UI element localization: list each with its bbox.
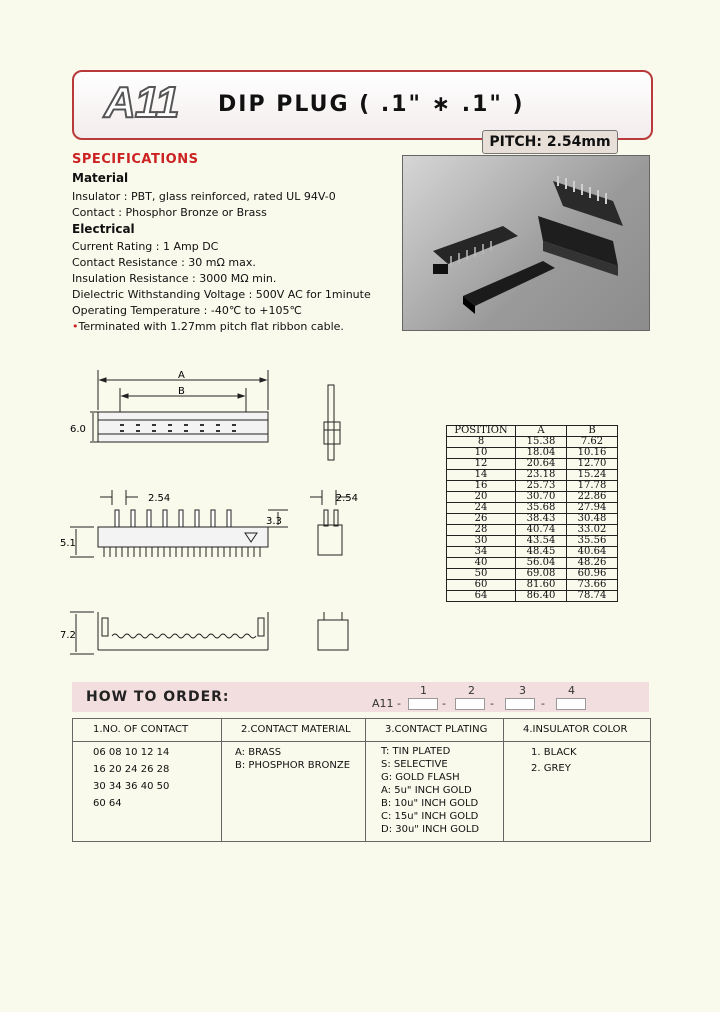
cell-b: 7.62	[567, 437, 618, 448]
header-b: B	[567, 426, 618, 437]
cell-position: 24	[447, 503, 516, 514]
table-row	[447, 525, 618, 536]
cell-b: 10.16	[567, 448, 618, 459]
slot-number-3: 3	[519, 684, 526, 697]
spec-line-contact: Contact : Phosphor Bronze or Brass	[72, 206, 267, 219]
order-column-contacts	[73, 719, 222, 841]
order-slot-3[interactable]	[505, 698, 535, 710]
cell-b: 73.66	[567, 580, 618, 591]
order-slot-2[interactable]	[455, 698, 485, 710]
spec-line-insulation: Insulation Resistance : 3000 MΩ min.	[72, 272, 277, 285]
cell-b: 48.26	[567, 558, 618, 569]
dim-pitch-front: 2.54	[148, 493, 171, 504]
cell-a: 18.04	[516, 448, 567, 459]
slot-dash: -	[490, 697, 494, 710]
label-b: B	[178, 386, 185, 397]
spec-note-text: Terminated with 1.27mm pitch flat ribbon cable.	[78, 320, 344, 333]
cell-a: 15.38	[516, 437, 567, 448]
table-row	[447, 591, 618, 602]
list-item: A: BRASS	[235, 747, 282, 758]
order-prefix: A11 -	[372, 697, 401, 710]
order-column-material	[221, 719, 366, 841]
bullet-icon: •	[72, 320, 79, 333]
label-a: A	[178, 370, 185, 381]
order-title: HOW TO ORDER:	[86, 689, 230, 705]
table-row	[447, 569, 618, 580]
slot-dash: -	[541, 697, 545, 710]
model-logo: A11	[104, 78, 179, 127]
position-table	[446, 425, 618, 602]
cell-position: 30	[447, 536, 516, 547]
list-item: B: 10u" INCH GOLD	[381, 798, 479, 809]
list-item: 16 20 24 26 28	[93, 764, 170, 775]
slot-dash: -	[442, 697, 446, 710]
table-row	[447, 547, 618, 558]
cell-b: 30.48	[567, 514, 618, 525]
pitch-badge: PITCH: 2.54mm	[482, 130, 618, 154]
table-row	[447, 503, 618, 514]
table-row	[447, 448, 618, 459]
cell-b: 78.74	[567, 591, 618, 602]
order-column-color	[503, 719, 650, 841]
order-column-header: 3.CONTACT PLATING	[365, 719, 503, 742]
order-column-header: 1.NO. OF CONTACT	[73, 719, 221, 742]
cell-a: 48.45	[516, 547, 567, 558]
table-row	[447, 459, 618, 470]
slot-number-2: 2	[468, 684, 475, 697]
connector-photo	[402, 155, 650, 331]
order-slot-1[interactable]	[408, 698, 438, 710]
cell-a: 43.54	[516, 536, 567, 547]
spec-line-temperature: Operating Temperature : -40℃ to +105℃	[72, 304, 302, 317]
list-item: B: PHOSPHOR BRONZE	[235, 760, 351, 771]
dim-height-top: 6.0	[70, 424, 86, 435]
cell-position: 20	[447, 492, 516, 503]
cell-a: 35.68	[516, 503, 567, 514]
cell-position: 34	[447, 547, 516, 558]
cell-a: 69.08	[516, 569, 567, 580]
cell-b: 15.24	[567, 470, 618, 481]
cell-a: 56.04	[516, 558, 567, 569]
table-row	[447, 558, 618, 569]
cell-b: 33.02	[567, 525, 618, 536]
cell-position: 28	[447, 525, 516, 536]
list-item: S: SELECTIVE	[381, 759, 448, 770]
cell-position: 50	[447, 569, 516, 580]
cell-a: 30.70	[516, 492, 567, 503]
cell-position: 26	[447, 514, 516, 525]
cell-b: 17.78	[567, 481, 618, 492]
table-row	[447, 470, 618, 481]
technical-drawing	[60, 360, 360, 670]
cell-b: 12.70	[567, 459, 618, 470]
table-row	[447, 536, 618, 547]
cell-position: 14	[447, 470, 516, 481]
cell-position: 10	[447, 448, 516, 459]
order-column-header: 2.CONTACT MATERIAL	[221, 719, 365, 742]
material-heading: Material	[72, 171, 129, 185]
cell-position: 60	[447, 580, 516, 591]
cell-position: 16	[447, 481, 516, 492]
table-row	[447, 514, 618, 525]
header-position: POSITION	[447, 426, 516, 437]
order-column-header: 4.INSULATOR COLOR	[503, 719, 650, 742]
specifications-heading: SPECIFICATIONS	[72, 152, 199, 167]
spec-line-dielectric: Dielectric Withstanding Voltage : 500V AC for 1minute	[72, 288, 371, 301]
cell-a: 23.18	[516, 470, 567, 481]
list-item: 60 64	[93, 798, 122, 809]
header-a: A	[516, 426, 567, 437]
position-table-header	[447, 426, 618, 437]
table-row	[447, 580, 618, 591]
cell-a: 81.60	[516, 580, 567, 591]
dim-pitch-side: 2.54	[335, 493, 358, 504]
cell-b: 35.56	[567, 536, 618, 547]
cell-b: 40.64	[567, 547, 618, 558]
spec-line-current: Current Rating : 1 Amp DC	[72, 240, 219, 253]
table-row	[447, 481, 618, 492]
cell-a: 20.64	[516, 459, 567, 470]
order-table	[72, 718, 651, 842]
order-slot-4[interactable]	[556, 698, 586, 710]
list-item: D: 30u" INCH GOLD	[381, 824, 480, 835]
cell-b: 60.96	[567, 569, 618, 580]
table-row	[447, 492, 618, 503]
list-item: 30 34 36 40 50	[93, 781, 170, 792]
page-title: DIP PLUG ( .1" ∗ .1" )	[218, 92, 525, 117]
table-row	[447, 437, 618, 448]
cell-a: 38.43	[516, 514, 567, 525]
list-item: A: 5u" INCH GOLD	[381, 785, 472, 796]
dim-3-3: 3.3	[266, 516, 282, 527]
cell-a: 86.40	[516, 591, 567, 602]
dim-5-1: 5.1	[60, 538, 76, 549]
slot-number-4: 4	[568, 684, 575, 697]
cell-position: 64	[447, 591, 516, 602]
electrical-heading: Electrical	[72, 222, 135, 236]
list-item: T: TIN PLATED	[381, 746, 451, 757]
cell-position: 40	[447, 558, 516, 569]
spec-note	[72, 320, 344, 333]
list-item: C: 15u" INCH GOLD	[381, 811, 479, 822]
cell-b: 27.94	[567, 503, 618, 514]
slot-number-1: 1	[420, 684, 427, 697]
order-column-plating	[365, 719, 504, 841]
list-item: G: GOLD FLASH	[381, 772, 460, 783]
cell-position: 12	[447, 459, 516, 470]
dim-7-2: 7.2	[60, 630, 76, 641]
cell-b: 22.86	[567, 492, 618, 503]
cell-a: 40.74	[516, 525, 567, 536]
list-item: 06 08 10 12 14	[93, 747, 170, 758]
list-item: 1. BLACK	[531, 747, 577, 758]
spec-line-insulator: Insulator : PBT, glass reinforced, rated UL 94V-0	[72, 190, 336, 203]
cell-a: 25.73	[516, 481, 567, 492]
spec-line-contact-resistance: Contact Resistance : 30 mΩ max.	[72, 256, 256, 269]
cell-position: 8	[447, 437, 516, 448]
list-item: 2. GREY	[531, 763, 571, 774]
